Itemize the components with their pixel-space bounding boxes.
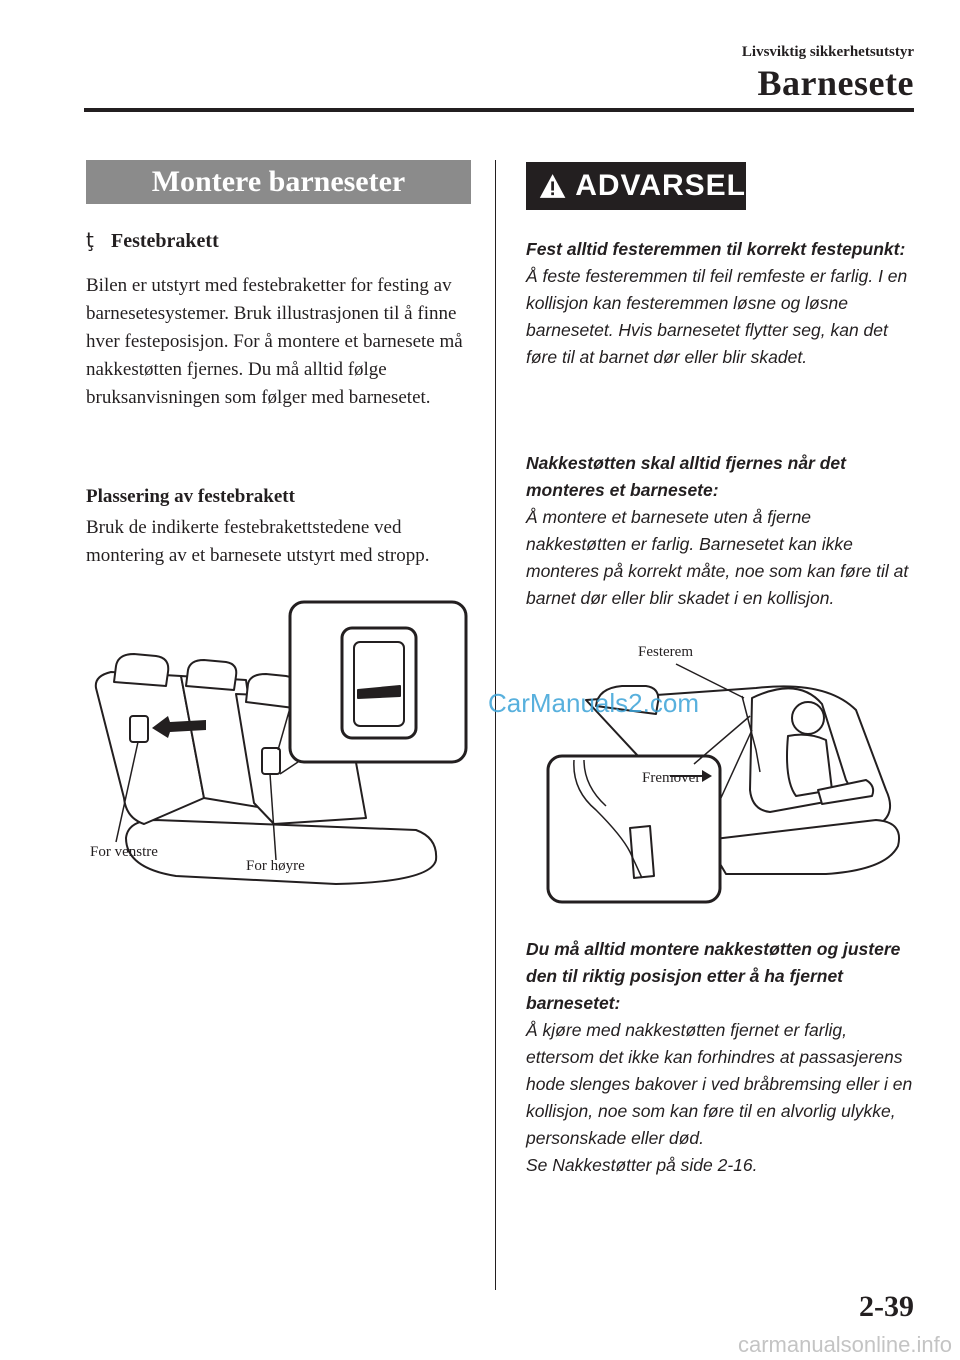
warning-text: Å kjøre med nakkestøtten fjernet er farlig, ettersom det ikke kan forhindres at passasjerens hode slenges bakover i ved bråbremsing eller i en kollisjon, noe som kan føre til en alvorlig ulykke, personskade eller død. Se Nakkestøtter på side 2-16.: [526, 1020, 913, 1175]
figure-label-forward: Fremover: [642, 770, 701, 786]
warning-remove-headrest: [526, 450, 916, 612]
figure-label-left: For venstre: [90, 844, 158, 860]
warning-heading: Nakkestøtten skal alltid fjernes når det monteres et barnesete:: [526, 453, 846, 500]
header-rule: [84, 108, 914, 112]
footer-watermark: carmanualsonline.info: [737, 1332, 952, 1357]
placement-title: Plassering av festebrakett: [86, 486, 295, 507]
warning-heading: Fest alltid festeremmen til korrekt festepunkt:: [526, 239, 906, 259]
subhead-label: Festebrakett: [111, 230, 219, 252]
header-chapter-title: Barnesete: [757, 63, 914, 103]
subhead-festebrakett: [86, 228, 219, 253]
warning-banner: [526, 162, 746, 210]
paragraph-placement: Bruk de indikerte festebrakettstedene ved montering av et barnesete utstyrt med stropp.: [86, 517, 430, 566]
watermark: CarManuals2.com: [488, 688, 699, 718]
warning-refit-headrest: [526, 936, 916, 1179]
figure-label-right: For høyre: [246, 858, 305, 874]
tether-strap-illustration: [526, 640, 916, 910]
warning-strap-anchor: [526, 236, 916, 371]
header-section-title: Livsviktig sikkerhetsutstyr: [741, 44, 914, 60]
column-divider: [495, 160, 496, 1290]
figure-label-strap: Festerem: [638, 644, 693, 660]
paragraph-intro: Bilen er utstyrt med festebraketter for festing av barnesetesystemer. Bruk illustrasjonen til å finne hver festeposisjon. For å montere et barnesete må nakkestøtten fjernes. Du må alltid følge bruksanvisningen som følger med barnesetet.: [86, 275, 463, 408]
warning-text: Å montere et barnesete uten å fjerne nakkestøtten er farlig. Barnesetet kan ikke monteres på korrekt måte, noe som kan føre til at barnet dør eller blir skadet i en kollisjon.: [526, 507, 909, 608]
warning-banner-label: ADVARSEL: [575, 169, 746, 202]
section-banner: Montere barneseter: [86, 160, 471, 204]
warning-triangle-icon: [538, 171, 567, 201]
subhead-marker-icon: ţ: [86, 228, 94, 252]
warning-heading: Du må alltid montere nakkestøtten og justere den til riktig posisjon etter å ha fjernet barnesetet:: [526, 939, 901, 1013]
rear-seat-illustration: [86, 598, 476, 888]
page-number: 2-39: [859, 1290, 914, 1323]
warning-text: Å feste festeremmen til feil remfeste er farlig. I en kollisjon kan festeremmen løsne og løsne barnesetet. Hvis barnesetet flytter seg, kan det føre til at barnet dør eller blir skadet.: [526, 266, 908, 367]
